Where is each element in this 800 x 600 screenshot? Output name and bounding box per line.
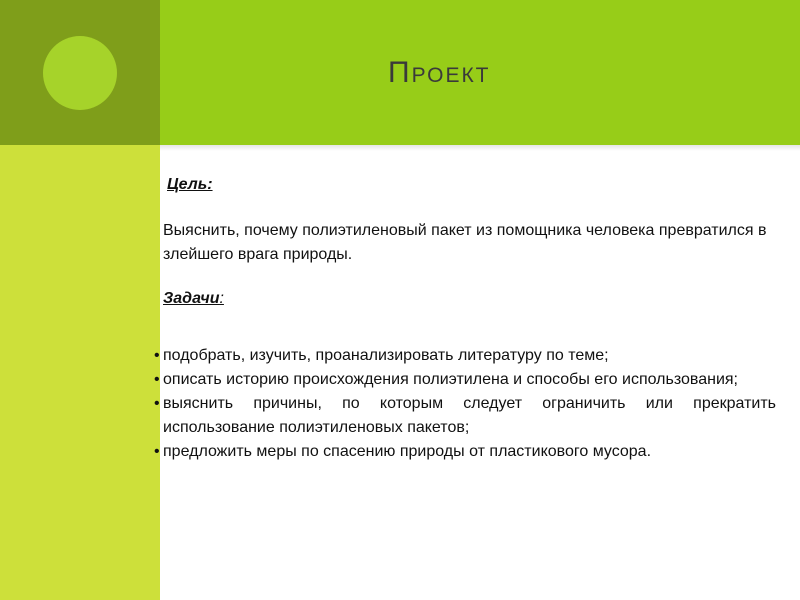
slide-content [163,173,775,311]
tasks-heading [163,287,775,311]
corner-block [0,0,160,145]
list-item [154,368,776,392]
header-divider [160,145,800,151]
task-text: описать историю происхождения полиэтилена и способы его использования; [163,371,738,388]
tasks-list [154,344,776,464]
goal-label: Цель: [167,176,213,193]
bullet: • [154,347,160,364]
tasks-colon: : [219,290,224,307]
task-text: предложить меры по спасению природы от пластикового мусора. [163,443,652,460]
list-item [154,392,776,440]
bullet: • [154,371,160,388]
side-bar [0,145,160,600]
bullet: • [154,443,160,460]
goal-text: Выяснить, почему полиэтиленовый пакет из помощника человека превратился в злейшего врага природы. [163,222,767,263]
tasks-label: Задачи [163,290,220,307]
task-text: выяснить причины, по которым следует ограничить или прекратить использование полиэтиленовых пакетов; [163,395,776,436]
task-text: подобрать, изучить, проанализировать литературу по теме; [163,347,609,364]
slide-title: Проект [388,56,491,89]
bullet: • [154,395,160,412]
circle-decoration [43,36,117,110]
list-item [154,440,776,464]
list-item [154,344,776,368]
